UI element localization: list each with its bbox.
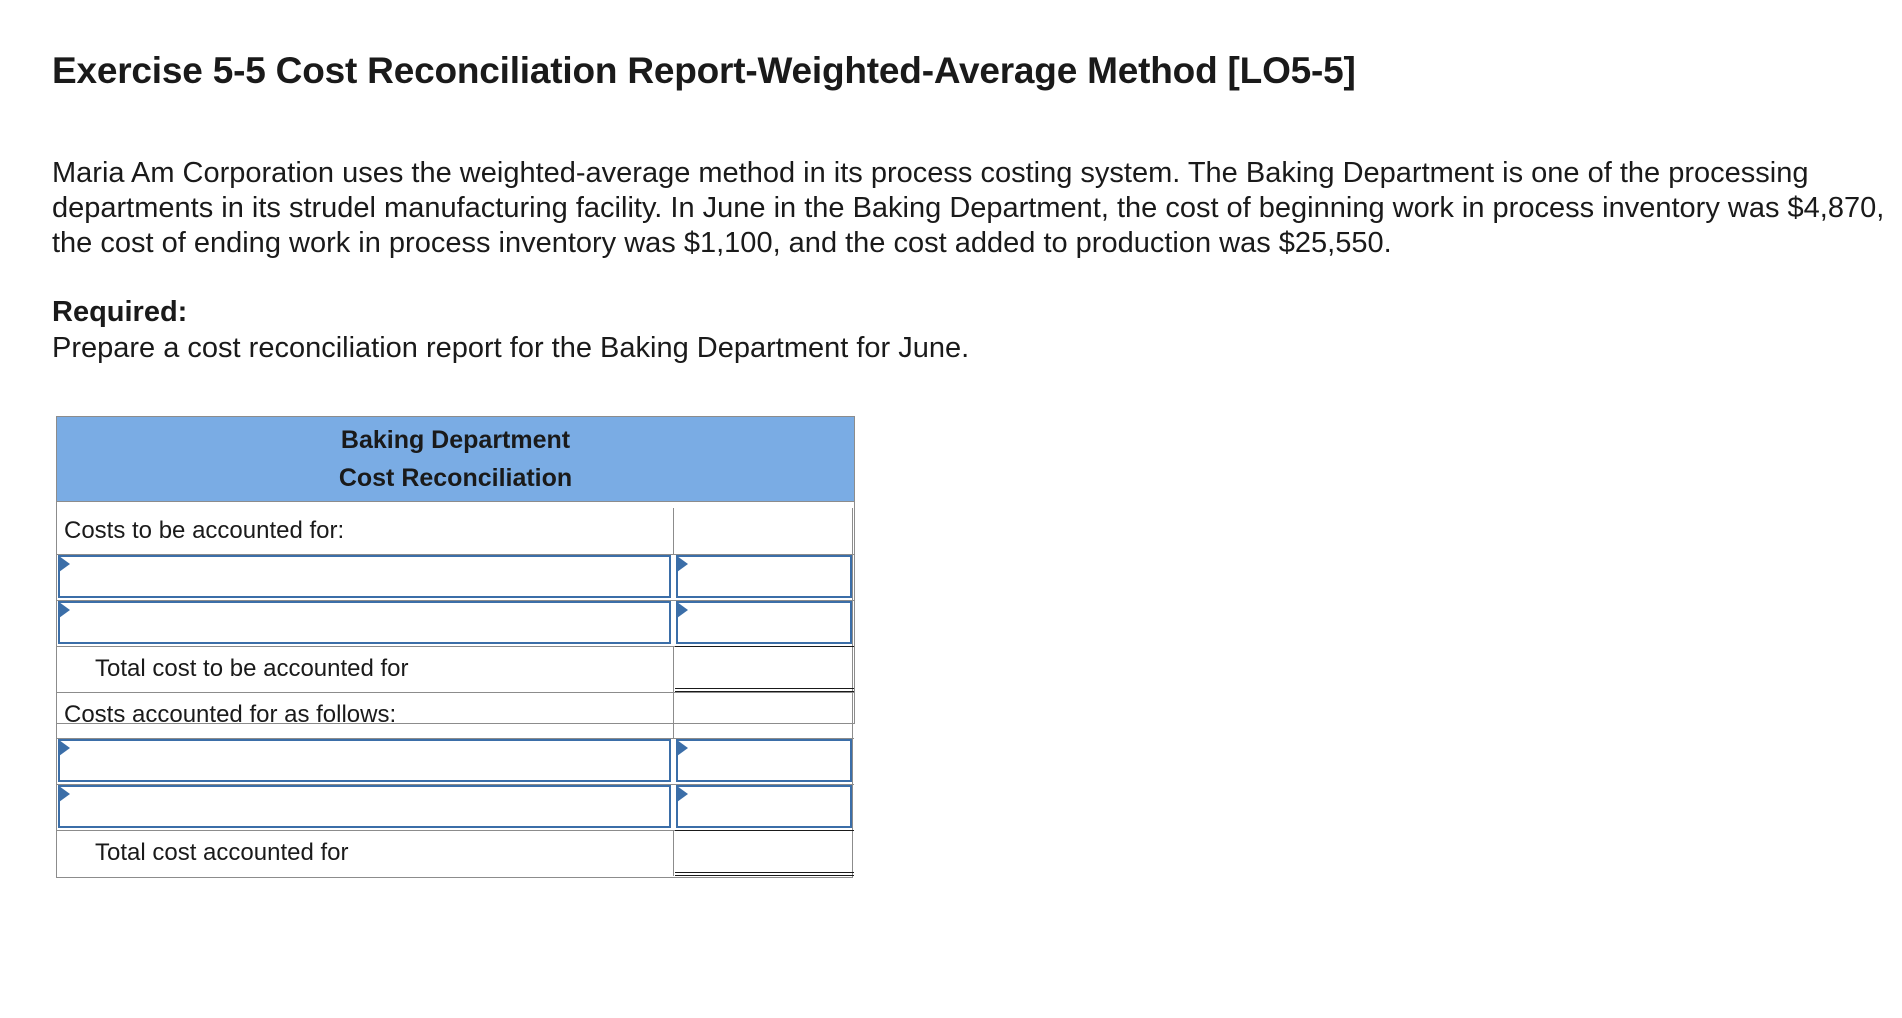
table-row-costs-accounted: [57, 692, 854, 739]
row1-amount-cell[interactable]: [676, 555, 852, 598]
table-row-input-3: [57, 738, 854, 785]
input-marker-icon: [677, 740, 688, 756]
input-marker-icon: [677, 786, 688, 802]
row3-amount-input[interactable]: [678, 741, 850, 780]
required-label: Required:: [52, 296, 188, 328]
costs-accounted-amount: [675, 692, 854, 738]
table-header-department: Baking Department: [57, 417, 854, 464]
row2-amount-cell[interactable]: [676, 601, 852, 644]
row1-amount-input[interactable]: [678, 557, 850, 596]
input-marker-icon: [59, 556, 70, 572]
input-marker-icon: [677, 602, 688, 618]
row2-label-input[interactable]: [68, 607, 661, 646]
input-marker-icon: [677, 556, 688, 572]
costs-accounted-label: Costs accounted for as follows:: [57, 692, 674, 738]
table-row-costs-to-account: [57, 508, 854, 555]
table-header-report: Cost Reconciliation: [57, 455, 854, 502]
costs-to-account-amount: [675, 508, 854, 554]
table-row-input-2: [57, 600, 854, 647]
table-row-input-1: [57, 554, 854, 601]
row2-label-cell[interactable]: [58, 601, 671, 644]
table-row-input-4: [57, 784, 854, 831]
costs-to-account-label: Costs to be accounted for:: [57, 508, 674, 554]
required-instruction: Prepare a cost reconciliation report for the Baking Department for June.: [52, 332, 970, 364]
input-marker-icon: [59, 786, 70, 802]
row3-label-cell[interactable]: [58, 739, 671, 782]
row4-amount-cell[interactable]: [676, 785, 852, 828]
total-accounted-label: Total cost accounted for: [57, 830, 674, 876]
row4-amount-input[interactable]: [678, 787, 850, 826]
row4-label-input[interactable]: [68, 791, 661, 830]
total-to-account-label: Total cost to be accounted for: [57, 646, 674, 692]
input-marker-icon: [59, 602, 70, 618]
row3-amount-cell[interactable]: [676, 739, 852, 782]
table-row-total-accounted: [57, 830, 854, 876]
row1-label-cell[interactable]: [58, 555, 671, 598]
total-accounted-amount: [675, 830, 854, 876]
row2-amount-input[interactable]: [678, 603, 850, 642]
row4-label-cell[interactable]: [58, 785, 671, 828]
row3-label-input[interactable]: [68, 745, 661, 784]
table-row-total-to-account: [57, 646, 854, 693]
total-to-account-amount: [675, 646, 854, 692]
problem-statement: Maria Am Corporation uses the weighted-average method in its process costing system. The Baking Department is one of the processing departments in its strudel manufacturing facility. In June in the Baking Department, the cost of beginning work in process inventory was $4,870, the cost of ending work in process inventory was $1,100, and the cost added to production was $25,550.: [52, 157, 1885, 259]
row1-label-input[interactable]: [68, 561, 661, 600]
table-body: [56, 508, 853, 878]
exercise-title: Exercise 5-5 Cost Reconciliation Report-Weighted-Average Method [LO5-5]: [52, 50, 1356, 91]
input-marker-icon: [59, 740, 70, 756]
